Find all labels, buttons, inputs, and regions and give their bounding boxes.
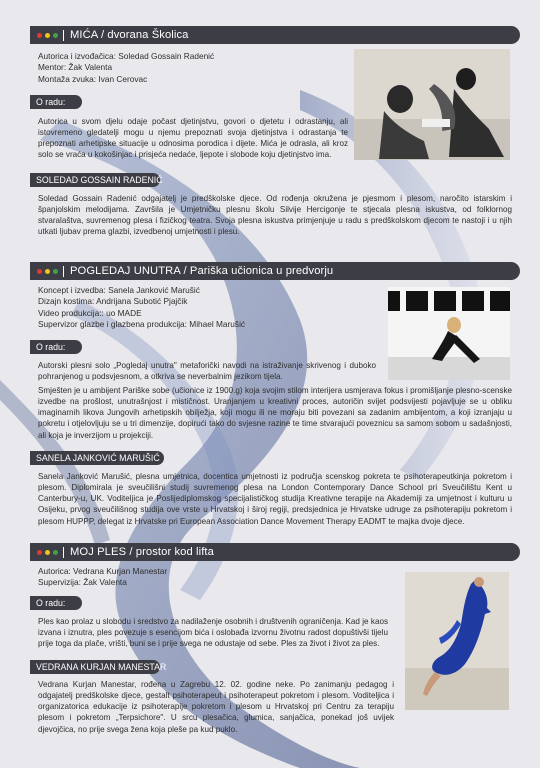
yellow-dot-icon <box>45 550 50 555</box>
bio-text: Vedrana Kurjan Manestar, rođena u Zagrebu 12. 02. godine neke. Po zanimanju pedagog i odgajatelj predškolske djece, gestalt psihoterapeut i psihoterapeut pokretom i plesom. Voditeljica i organizatorica edukacije iz psihoterapije pokretom i plesom u Hrvatskoj pri Centru za terapiju plesom i pokretom „Terpsichore". U srcu plesačica, glumica, sanjačica, ponekad još uvijek djevojčica, no prije svega žena koja pleše pa kud puklo. <box>38 680 394 734</box>
credits-block <box>38 566 167 589</box>
traffic-dots-icon <box>37 550 58 555</box>
bio-text: Sanela Janković Marušić, plesna umjetnica, docentica umjetnosti iz područja scenskog pokreta te psihoterapeutkinja pokretom i plesom. Diplomirala je sveučilišni studij suvremenog plesa na London Contemporary Dance School pri Sveučilištu Kent u Canterbury-u, UK. Voditeljica je Poslijediplomskog specijalističkog studija Kreativne terapije na Akademiji za umjetnost i kulturu u Osijeku, prvog sveučilišnog studija ove vrste u Hrvatskoj i široj regiji, predsjednica je Hrvatske udruge za psihoterapiju pokretom i plesom HUPPP, delegat iz Hrvatske pri European Association Dance Movement Therapy EADMT te majka dvoje djece. <box>38 472 512 526</box>
about-label: O radu: <box>30 596 82 610</box>
credit-line: Autorica i izvođačica: Soledad Gossain Radenić <box>38 51 215 61</box>
photo-moj-ples <box>405 572 509 710</box>
yellow-dot-icon <box>45 33 50 38</box>
red-dot-icon <box>37 550 42 555</box>
about-label: O radu: <box>30 340 82 354</box>
about-label: O radu: <box>30 95 82 109</box>
credits-block <box>38 285 245 330</box>
about-text: Autorica u svom djelu odaje počast djetinjstvu, govori o djetetu i odrastanju, ali istovremeno gledatelji mogu u njemu prepoznati svoja djetinjstva i odrastanja te prepoznati arhetipske situacije u odnosima porodica i dijete. Mića je odrasla, ali kroz solo se vraća u kokošinjac i prisjeća nedaće, ljepote i slobode koju djetinjstvo ima. <box>38 117 348 160</box>
section-header-moj-ples <box>30 543 520 561</box>
bio-label: SOLEDAD GOSSAIN RADENIĆ <box>30 173 160 187</box>
header-separator <box>63 30 64 41</box>
red-dot-icon <box>37 269 42 274</box>
credit-line: Koncept i izvedba: Sanela Janković Marušić <box>38 285 200 295</box>
credits-block <box>38 51 214 85</box>
section-title: MIĆA / dvorana Školica <box>70 29 189 41</box>
section-header-mica <box>30 26 520 44</box>
header-separator <box>63 547 64 558</box>
credit-line: Supervizor glazbe i glazbena produkcija: Mihael Marušić <box>38 318 246 329</box>
traffic-dots-icon <box>37 269 58 274</box>
section-title: POGLEDAJ UNUTRA / Pariška učionica u predvorju <box>70 265 334 277</box>
red-dot-icon <box>37 33 42 38</box>
credit-line: Dizajn kostima: Andrijana Subotić Pjajčik <box>38 296 188 307</box>
bio-text: Soledad Gossain Radenić odgajatelj je predškolske djece. Od rođenja okružena je pjesmom i plesom, naročito istarskim i španjolskim melodijama. Završila je Umjetničku plesnu školu Silvije Hercigonje te stjecala plesna iskustva, od folklornog stvaralaštva, suvremenog plesa i fizičkog teatra. Svoja plesna iskustva primjenjuje u radu s predškolskom djecom te nastoji i u njih utkati ljubav prema glazbi, izvedbenoj umjetnosti i plesu. <box>38 194 512 237</box>
section-header-pogledaj-unutra <box>30 262 520 280</box>
yellow-dot-icon <box>45 269 50 274</box>
traffic-dots-icon <box>37 33 58 38</box>
about-text: Ples kao prolaz u slobodu i sredstvo za nadilaženje osobnih i društvenih ograničenja. Kad je kaos izvana i iznutra, ples povezuje s esencijom bića i oslobađa izvornu životnu radost dopuštivši tijelu prije toga da plače, vrišti, buni se i prije svega ne odustaje od sebe. Ples za život i život za ples. <box>38 617 388 649</box>
credit-line: Supervizija: Žak Valenta <box>38 577 127 588</box>
about-text-intro: Autorski plesni solo „Pogledaj unutra" metaforički navodi na istraživanje skrivenog i duboko pohranjenog u podsvjesnom, a otkriva se neverbalnim jezikom tijela. <box>38 361 376 382</box>
photo-mica <box>354 49 510 160</box>
photo-pogledaj-unutra <box>388 287 510 380</box>
credit-line: Autorica: Vedrana Kurjan Manestar <box>38 566 168 576</box>
credit-line: Mentor: Žak Valenta <box>38 62 113 73</box>
bio-label: VEDRANA KURJAN MANESTAR <box>30 660 160 674</box>
credit-line: Montaža zvuka: Ivan Cerovac <box>38 73 148 84</box>
credit-line: Video produkcija:: uo MADE <box>38 307 142 318</box>
section-title: MOJ PLES / prostor kod lifta <box>70 546 214 558</box>
about-text-body: Smješten je u ambijent Pariške sobe (učionice iz 1900.g) koja svojim stilom interijera usmjerava fokus i promišljanje plesno-scenske izvedbe na prošlost, unutrašnjost i mističnost. Uranjanjem u kreativni proces, autoričin svijet podsvijesti pojavljuje se u obliku imaginarnih likova Jungovih arhetipskih obilježja, koji mogu ili ne moraju biti povezani sa zadanim ambijentom, a koji izranjaju u pokretu i otjelovljuju se u tri dimenzije, dopirući tako do svjesne razine te time stvarajući poveznicu sa samom sobom u sadašnjosti, ali koja je inverzijom u projekciji. <box>38 386 512 440</box>
green-dot-icon <box>53 33 58 38</box>
header-separator <box>63 266 64 277</box>
green-dot-icon <box>53 550 58 555</box>
green-dot-icon <box>53 269 58 274</box>
bio-label: SANELA JANKOVIĆ MARUŠIĆ <box>30 451 164 465</box>
